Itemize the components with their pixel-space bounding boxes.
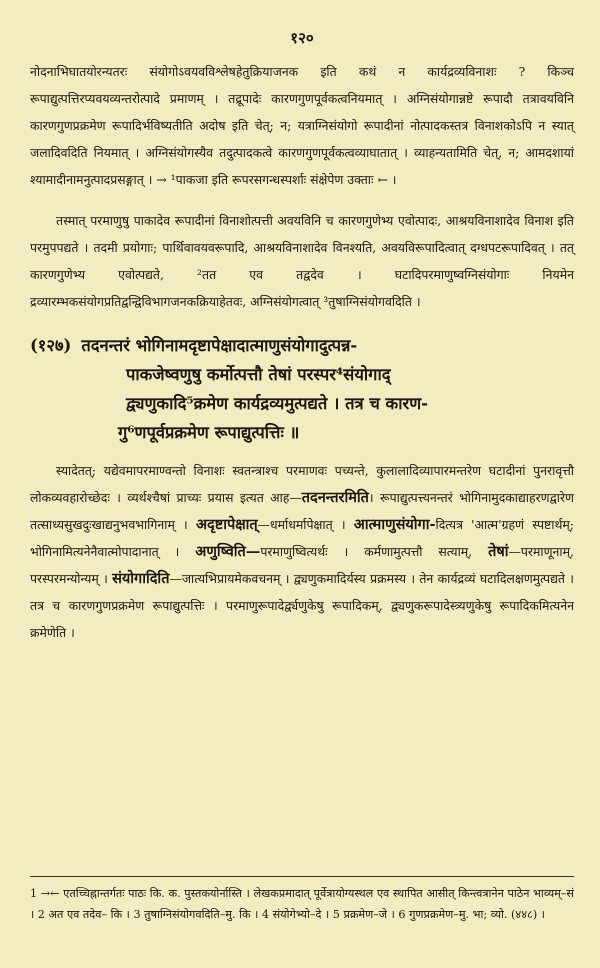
verse-line-4: गु⁶णपूर्वप्रक्रमेण रूपाद्युत्पत्तिः ॥ [118, 423, 300, 442]
page-number: १२० [290, 29, 314, 47]
commentary-text: । रूपाद्युत्पत्त्यनन्तरं भोगिनामुदकाद्याहरणद्वारेण तत्साध्यसुखदुःखाद्यनुभवभागिनाम् । [30, 490, 574, 532]
commentary-headword: संयोगादिति [112, 570, 170, 587]
paragraph-1: नोदनाभिघातयोरन्यतरः संयोगोऽवयवविश्लेषहेतुक्रियाजनक इति कथं न कार्यद्रव्यविनाशः ? किञ्च रूपाद्युत्पत्तिरप्यवयव्यन्तरोत्पादे प्रमाणम् । तद्रूपादेः कारणगुणपूर्वकत्वनियमात् । अग्निसंयोगान्नष्टे रूपादौ तत्रावयविनि कारणगुणप्रक्रमेण रूपादिर्भविष्यतीति अदोष इति चेत्; न; यत्राग्निसंयोगो रूपादीनां नोत्पादकस्तत्र विनाशकोऽपि न स्यात् जलादिवदिति नियमात् । अग्निसंयोगस्यैव तदुत्पादकत्वे कारणगुणपूर्वकत्वव्याघातात् । व्याहन्यतामिति चेत्, न; आमदशायां श्यामादीनामनुत्पादप्रसङ्गात् । → ¹पाकजा इति रूपरसगन्धस्पर्शाः संक्षेपेण उक्ताः ← । [30, 64, 574, 187]
verse-line-3: द्व्यणुकादि⁵क्रमेण कार्यद्रव्यमुत्पद्यते । तत्र च कारण- [126, 394, 429, 413]
commentary-headword: अणुष्विति— [195, 543, 261, 560]
verse-number: (१२७) [30, 336, 72, 355]
commentary-text: दित्यत्र 'आत्म'ग्रहणं स्पष्टार्थम्; भोगिनामित्यनेनैवात्मोपादानात् । [30, 517, 575, 559]
verse-line-1 [30, 331, 574, 360]
verse-text-1: तदनन्तरं भोगिनामदृष्टापेक्षादात्माणुसंयोगादुत्पन्न- [81, 336, 358, 355]
commentary-headword: तेषां [488, 543, 509, 560]
verse-line-2: पाकजेष्वणुषु कर्मोत्पत्तौ तेषां परस्पर⁴संयोगाद् [126, 365, 391, 384]
commentary-text: —परमाणूनाम्, परस्परमन्योन्यम् । [30, 544, 574, 586]
sutra-verse [30, 331, 574, 447]
footnote-divider [30, 876, 574, 877]
paragraph-2: तस्मात् परमाणुषु पाकादेव रूपादीनां विनाशोत्पत्ती अवयविनि च कारणगुणेभ्य एवोत्पादः, आश्रयविनाशादेव विनाश इति परमुपपद्यते । तदमी प्रयोगाः; पार्थिवावयवरूपादि, आश्रयविनाशादेव विनश्यति, अवयविरूपादित्वात् दग्धपटरूपादिवत् । तत् कारणगुणेभ्य एवोत्पद्यते, ²तत एव तद्वदेव । घटादिपरमाणुष्वग्निसंयोगाः नियमेन द्रव्यारम्भकसंयोगप्रतिद्वन्द्विविभागजनकक्रियाहेतवः, अग्निसंयोगत्वात् ³तुषाग्निसंयोगवदिति । [30, 213, 574, 309]
commentary-headword: तदनन्तरमिति [301, 489, 369, 506]
commentary-headword: आत्माणुसंयोगा- [353, 516, 436, 533]
commentary [30, 457, 574, 646]
commentary-text: —धर्माधर्मापेक्षात् । [257, 517, 354, 532]
commentary-text: स्यादेतत्; यद्येवमापरमाण्वन्तो विनाशः स्वतन्त्राश्च परमाणवः पच्यन्ते, कुलालादिव्यापारमन्तरेण घटादीनां पुनरावृत्तौ लोकव्यवहारोच्छेदः । व्यर्थश्चैषां प्राच्यः प्रयास इत्यत आह— [30, 463, 574, 505]
footnotes: 1 →← एतच्चिह्नान्तर्गतः पाठः कि. क. पुस्तकयोर्नास्ति । लेखकप्रमादात् पूर्वेत्रायोग्यस्थल एव स्थापित आसीत् किन्त्वत्रानेन पाठेन भाव्यम्–सं । 2 अत एव तदेव– कि । 3 तुषाग्निसंयोगवदिति–मु. कि । 4 संयोगेभ्यो–दे । 5 प्रक्रमेण–जे । 6 गुणप्रक्रमेण–मु. भा; व्यो. (४४८) । [30, 887, 574, 921]
commentary-text: —जात्यभिप्रायमेकवचनम् । द्व्यणुकमादिर्यस्य प्रक्रमस्य । तेन कार्यद्रव्यं घटादिलक्षणमुत्पद्यते । तत्र च कारणगुणप्रक्रमेण रूपाद्युत्पत्तिः । परमाणुरूपादेर्द्व्यणुकेषु रूपादिकम्, द्व्यणुकरूपादेस्त्र्यणुकेषु रूपादिकमित्यनेन क्रमेणेति । [30, 571, 574, 640]
commentary-text: परमाणुष्वित्यर्थः । कर्मणामुत्पत्तौ सत्याम्, [260, 544, 489, 559]
commentary-headword: अदृष्टापेक्षात् [195, 516, 258, 533]
